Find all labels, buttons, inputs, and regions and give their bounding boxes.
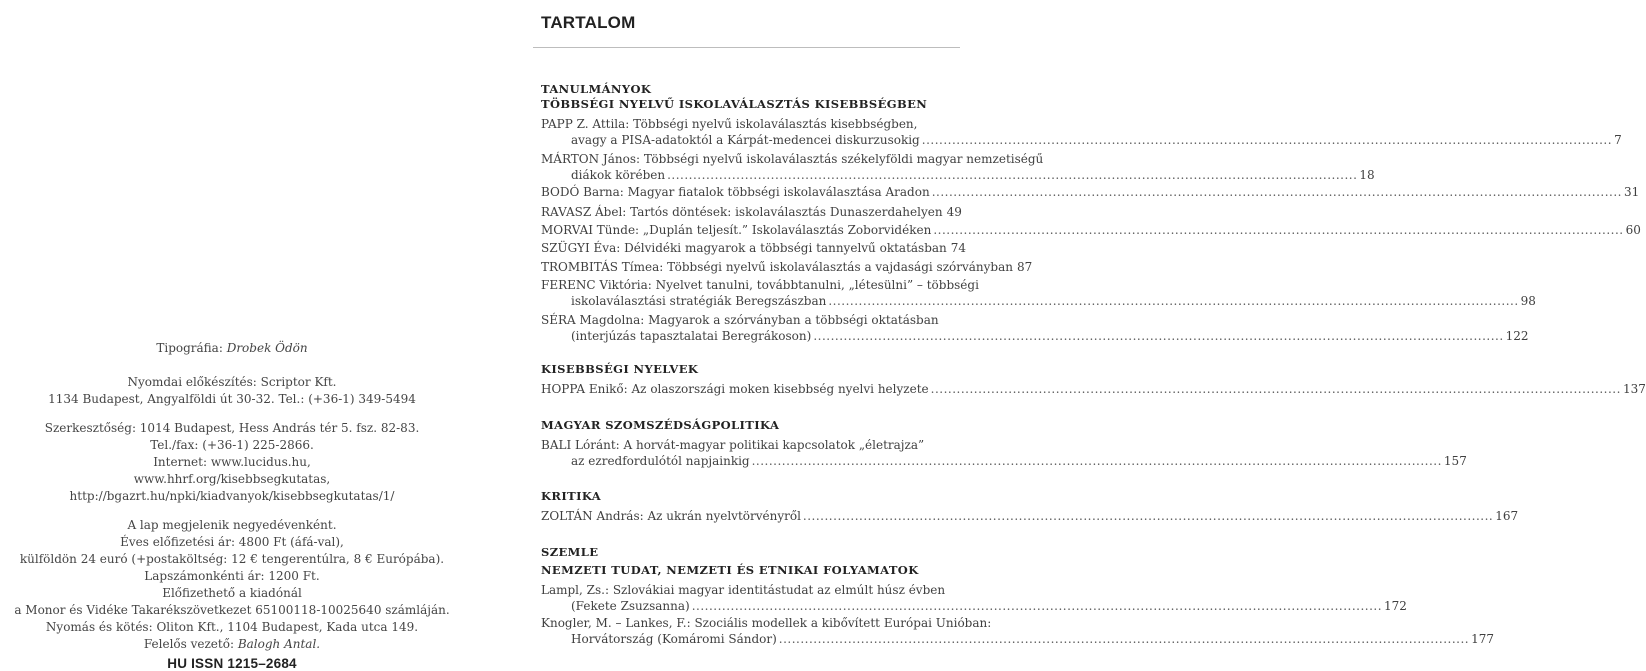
page-number: 122: [1505, 329, 1529, 343]
subscription-price: Éves előfizetési ár: 4800 Ft (áfá-val),: [120, 535, 344, 549]
entry-leader-line: diákok körében ..... 18: [541, 167, 961, 183]
entry-line: MÁRTON János: Többségi nyelvű iskolaválasztás székelyföldi magyar nemzetiségű: [541, 152, 1044, 166]
entry-leader-line: TROMBITÁS Tímea: Többségi nyelvű iskolaválasztás a vajdasági szórványban 87: [541, 260, 1033, 274]
prepress-address: 1134 Budapest, Angyalföldi út 30-32. Tel.: (+36-1) 349-5494: [48, 392, 416, 406]
page-number: 98: [1520, 294, 1536, 308]
entry-leader-line: ZOLTÁN András: Az ukrán nyelvtörvényről ..... 167: [541, 508, 961, 524]
foreign-price: külföldön 24 euró (+postaköltség: 12 € tengerentúlra, 8 € Európába).: [19, 552, 445, 566]
page-number: 49: [946, 205, 962, 219]
entry-line: PAPP Z. Attila: Többségi nyelvű iskolaválasztás kisebbségben,: [541, 117, 918, 131]
section-heading-line: TANULMÁNYOK: [541, 82, 652, 96]
entry-line: Lampl, Zs.: Szlovákiai magyar identitástudat az elmúlt húsz évben: [541, 583, 946, 597]
entry-leader-line: (Fekete Zsuzsanna) ..... 172: [541, 598, 961, 614]
toc-entry[interactable]: [541, 508, 1519, 524]
entry-leader-line: iskolaválasztási stratégiák Beregszászban ..... 98: [541, 293, 961, 309]
dot-leader: [931, 381, 1621, 397]
dot-leader: [828, 293, 1518, 309]
dot-leader: [933, 222, 1623, 238]
toc-entry[interactable]: [541, 116, 1622, 148]
entry-leader-line: (interjúzás tapasztalatai Beregrákoson) ..... 122: [541, 328, 961, 344]
entry-line: FERENC Viktória: Nyelvet tanulni, továbbtanulni, „létesülni” – többségi: [541, 278, 979, 292]
section-heading-studies: [541, 82, 961, 112]
issn: HU ISSN 1215–2684: [167, 656, 297, 671]
typography-credit: [0, 340, 464, 356]
url-hhrf: www.hhrf.org/kisebbsegkutatas,: [133, 472, 331, 486]
section-subheading-line: TÖBBSÉGI NYELVŰ ISKOLAVÁLASZTÁS KISEBBSÉGBEN: [541, 97, 928, 111]
toc-entry[interactable]: [541, 259, 1033, 275]
toc-entry[interactable]: [541, 222, 1641, 238]
entry-leader-line: BODÓ Barna: Magyar fiatalok többségi iskolaválasztása Aradon ..... 31: [541, 184, 961, 200]
dot-leader: [692, 598, 1382, 614]
editorial-address: Szerkesztőség: 1014 Budapest, Hess András tér 5. fsz. 82-83.: [44, 421, 420, 435]
toc-entry[interactable]: [541, 312, 1529, 344]
dot-leader: [813, 328, 1503, 344]
entry-line: SÉRA Magdolna: Magyarok a szórványban a többségi oktatásban: [541, 313, 939, 327]
dot-leader: [803, 508, 1493, 524]
page-number: 87: [1017, 260, 1033, 274]
entry-leader-line: RAVASZ Ábel: Tartós döntések: iskolaválasztás Dunaszerdahelyen 49: [541, 205, 962, 219]
toc-entry[interactable]: [541, 437, 1467, 469]
printing-line: Nyomás és kötés: Oliton Kft., 1104 Budapest, Kada utca 149.: [45, 620, 419, 634]
toc-entry[interactable]: [541, 204, 961, 220]
entry-leader-line: az ezredfordulótól napjainkig ..... 157: [541, 453, 961, 469]
section-heading-line: SZEMLE: [541, 545, 599, 559]
single-issue-price: Lapszámonkénti ár: 1200 Ft.: [144, 569, 320, 583]
imprint-column: [0, 0, 464, 671]
section-heading-minority-languages: KISEBBSÉGI NYELVEK: [541, 362, 699, 376]
page-number: 157: [1443, 454, 1467, 468]
entry-leader-line: avagy a PISA-adatoktól a Kárpát-medencei diskurzusokig ..... 7: [541, 132, 961, 148]
dot-leader: [667, 167, 1357, 183]
toc-entry[interactable]: [541, 615, 1494, 647]
title-divider: [533, 47, 960, 48]
page-number: 137: [1622, 382, 1646, 396]
section-heading-neighbourhood-policy: MAGYAR SZOMSZÉDSÁGPOLITIKA: [541, 418, 780, 432]
entry-line: Knogler, M. – Lankes, F.: Szociális modellek a kibővített Európai Unióban:: [541, 616, 992, 630]
page-number: 60: [1625, 223, 1641, 237]
url-bgazrt: http://bgazrt.hu/npki/kiadvanyok/kisebbsegkutatas/1/: [69, 489, 395, 503]
dot-leader: [752, 453, 1442, 469]
page-number: 7: [1614, 133, 1622, 147]
page-title: TARTALOM: [541, 13, 636, 32]
section-heading-review: [541, 545, 961, 578]
dot-leader: [932, 184, 1622, 200]
entry-leader-line: SZÜGYI Éva: Délvidéki magyarok a többségi tannyelvű oktatásban 74: [541, 241, 967, 255]
section-subheading-line: NEMZETI TUDAT, NEMZETI ÉS ETNIKAI FOLYAMATOK: [541, 563, 919, 577]
entry-line: BALI Lóránt: A horvát-magyar politikai kapcsolatok „életrajza”: [541, 438, 925, 452]
bank-account: a Monor és Vidéke Takarékszövetkezet 65100118-10025640 számláján.: [14, 603, 450, 617]
toc-entry[interactable]: [541, 184, 1640, 200]
manager-line: [0, 636, 464, 652]
page-number: 31: [1624, 185, 1640, 199]
frequency-line: A lap megjelenik negyedévenként.: [127, 518, 337, 532]
subscribe-at: Előfizethető a kiadónál: [162, 586, 302, 600]
prepress-line: Nyomdai előkészítés: Scriptor Kft.: [127, 375, 337, 389]
dot-leader: [779, 631, 1469, 647]
entry-leader-line: Horvátország (Komáromi Sándor) ..... 177: [541, 631, 961, 647]
dot-leader: [922, 132, 1612, 148]
internet-line: Internet: www.lucidus.hu,: [153, 455, 311, 469]
typography-label: Tipográfia:: [156, 341, 227, 355]
toc-entry[interactable]: [541, 277, 1536, 309]
typography-name: Drobek Ödön: [226, 341, 308, 355]
toc-entry[interactable]: [541, 240, 967, 256]
page-number: 172: [1384, 599, 1407, 613]
manager-name: Balogh Antal.: [237, 637, 321, 651]
toc-entry[interactable]: [541, 381, 1646, 397]
toc-entry[interactable]: [541, 151, 1375, 183]
toc-entry[interactable]: [541, 582, 1407, 614]
manager-label: Felelős vezető:: [143, 637, 238, 651]
entry-leader-line: HOPPA Enikő: Az olaszországi moken kisebbség nyelvi helyzete ..... 137: [541, 381, 961, 397]
section-heading-critique: KRITIKA: [541, 489, 602, 503]
page-number: 167: [1495, 509, 1519, 523]
page-number: 18: [1359, 168, 1375, 182]
page-number: 177: [1471, 632, 1494, 646]
entry-leader-line: MORVAI Tünde: „Duplán teljesít.” Iskolaválasztás Zoborvidéken ..... 60: [541, 222, 961, 238]
editorial-telfax: Tel./fax: (+36-1) 225-2866.: [150, 438, 314, 452]
page-number: 74: [950, 241, 967, 255]
